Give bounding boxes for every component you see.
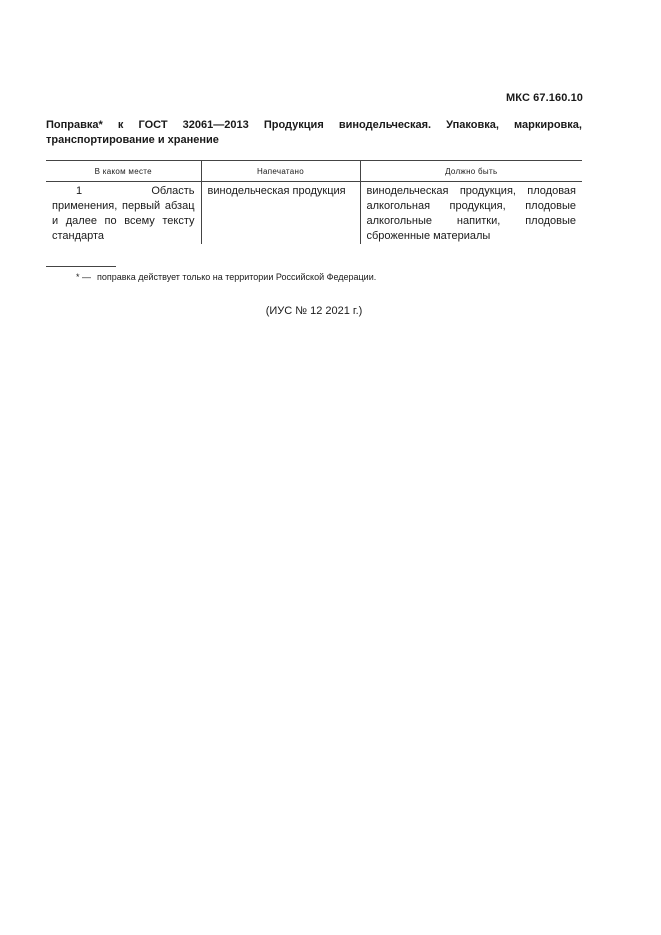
- correction-table: [46, 160, 582, 244]
- correction-heading: Поправка* к ГОСТ 32061—2013 Продукция винодельческая. Упаковка, маркировка, транспортирование и хранение: [46, 119, 582, 146]
- cell-should-be: винодельческая продукция, плодовая алкогольная продукция, плодовые алкогольные напитки, плодовые сброженные материалы: [360, 182, 582, 245]
- cell-where-text: 1 Область применения, первый абзац и далее по всему тексту стандарта: [52, 185, 195, 242]
- table-header-row: [46, 161, 582, 182]
- header-should-be: Должно быть: [360, 161, 582, 182]
- table-row: [46, 182, 582, 245]
- classification-code: МКС 67.160.10: [506, 92, 583, 104]
- footnote-mark: * —: [76, 272, 92, 282]
- footnote-divider: [46, 266, 116, 267]
- footnote-text: поправка действует только на территории Российской Федерации.: [97, 272, 377, 282]
- header-printed: Напечатано: [201, 161, 360, 182]
- footnote: [76, 272, 376, 282]
- cell-printed: винодельческая продукция: [201, 182, 360, 245]
- cell-where: [46, 182, 201, 245]
- header-where: В каком месте: [46, 161, 201, 182]
- source-reference: (ИУС № 12 2021 г.): [265, 305, 363, 317]
